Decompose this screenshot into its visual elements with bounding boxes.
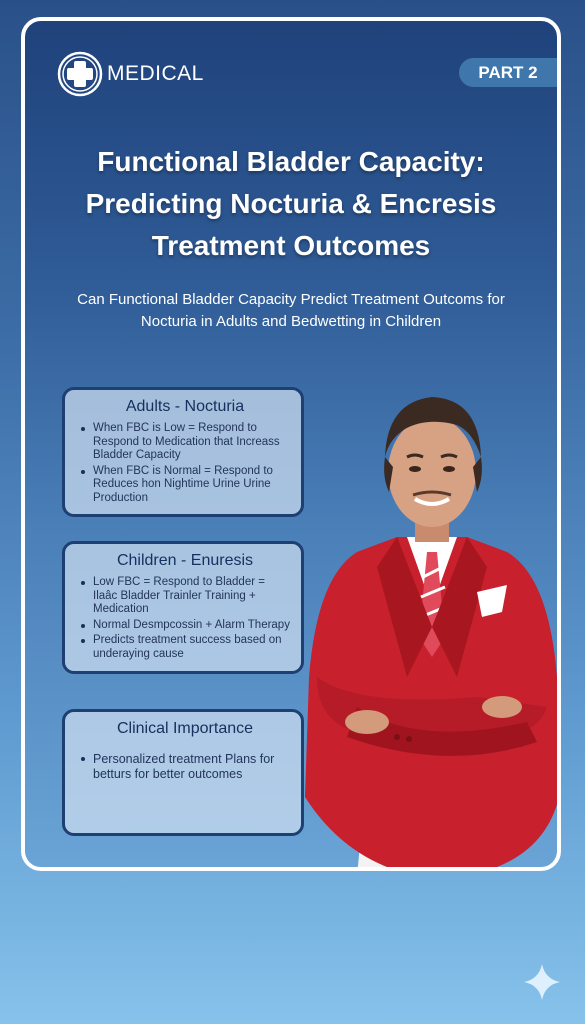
presenter-portrait <box>297 377 561 871</box>
sparkle-icon <box>522 962 562 1002</box>
list-item: Predicts treatment success based on underaying cause <box>79 634 291 661</box>
page-title <box>45 141 537 267</box>
brand-logo <box>57 51 204 97</box>
title-line-3: Treatment Outcomes <box>151 230 431 261</box>
subtitle <box>45 289 537 333</box>
card-title: Adults - Nocturia <box>125 398 245 415</box>
poster-frame <box>21 17 561 871</box>
list-item: Normal Desmpcossin + Alarm Therapy <box>79 619 291 633</box>
subtitle-line-1: Can Functional Bladder Capacity Predict Treatment Outcoms for <box>77 291 505 308</box>
card-clinical-importance <box>62 709 304 836</box>
card-bullets <box>79 422 291 505</box>
list-item: When FBC is Normal = Respond to Reduces hon Nightime Urine Urine Production <box>79 465 291 506</box>
card-children-enuresis <box>62 541 304 674</box>
card-bullets <box>79 576 291 661</box>
card-title: Children - Enuresis <box>116 552 254 569</box>
medical-cross-icon <box>57 51 103 97</box>
brand-name: MEDICAL <box>107 62 204 85</box>
title-line-1: Functional Bladder Capacity: <box>97 146 485 177</box>
card-title: Clinical Importance <box>116 720 254 737</box>
card-adults-nocturia <box>62 387 304 517</box>
title-line-2: Predicting Nocturia & Encresis <box>85 188 497 219</box>
list-item: Low FBC = Respond to Bladder = Ilaâc Bladder Trainler Training + Medication <box>79 576 291 617</box>
subtitle-line-2: Nocturia in Adults and Bedwetting in Children <box>140 313 442 330</box>
card-bullets <box>79 752 291 782</box>
list-item: Personalized treatment Plans for betturs for better outcomes <box>79 752 291 782</box>
part-badge: PART 2 <box>459 58 561 87</box>
list-item: When FBC is Low = Respond to Respond to Medication that Increass Bladder Capacity <box>79 422 291 463</box>
